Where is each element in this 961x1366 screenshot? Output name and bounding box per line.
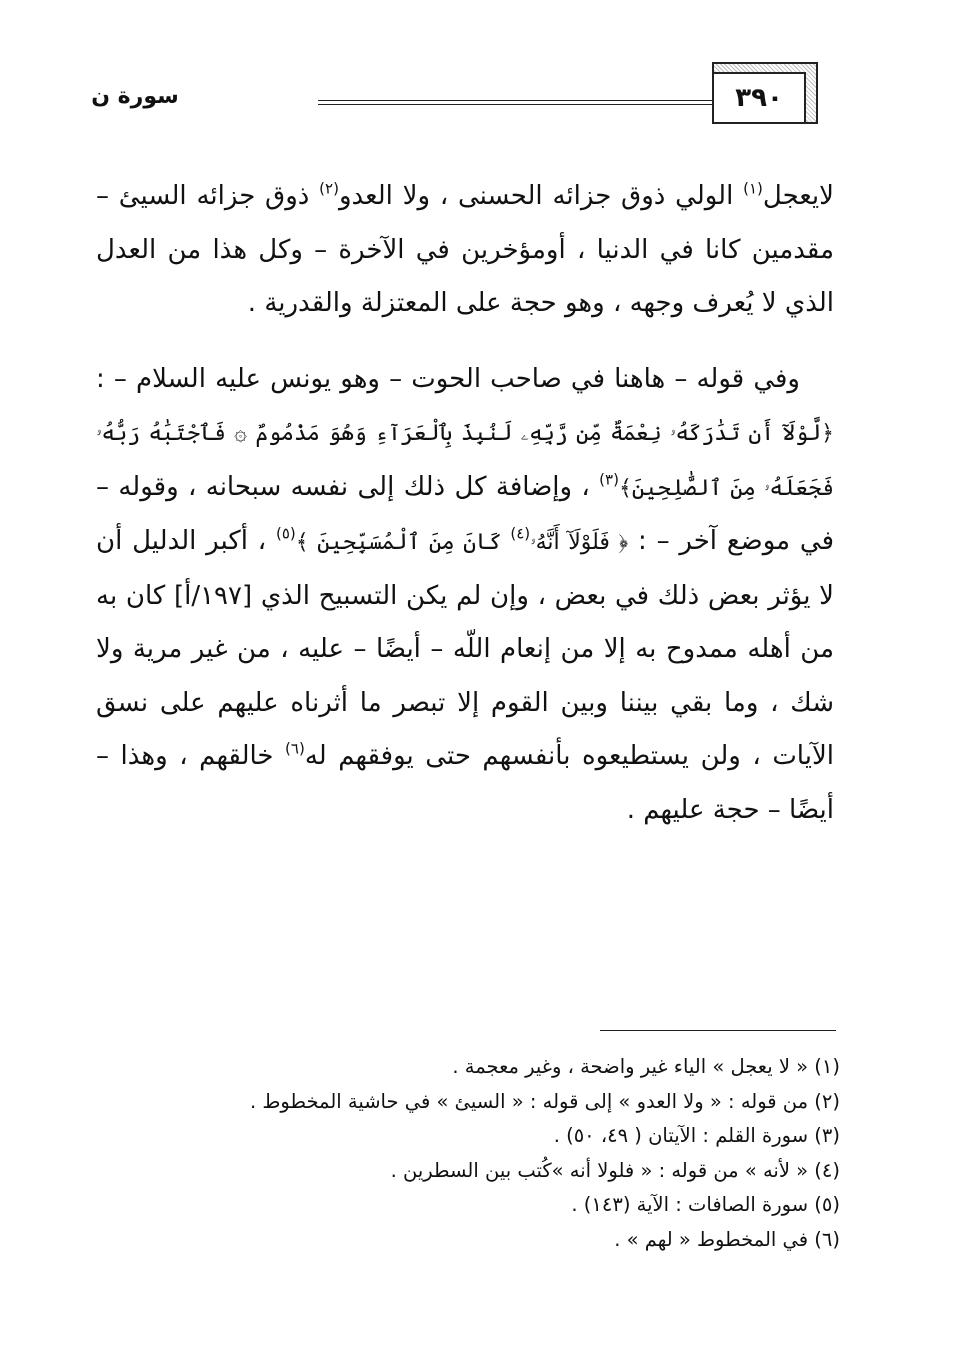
- main-text: [96, 170, 834, 837]
- paragraph-1: [96, 170, 834, 331]
- text-segment: الولي ذوق جزائه الحسنى ، ولا العدو: [338, 181, 744, 211]
- footnote-marker-4: (٤): [510, 524, 531, 543]
- footnote-marker-2: (٢): [319, 179, 339, 198]
- text-segment: ، وإضافة كل ذلك إلى نفسه سبحانه ، وقوله – في موضع آخر – :: [96, 471, 834, 556]
- page-number-frame: [712, 62, 818, 124]
- header-rule: [318, 100, 712, 101]
- text-segment: وفي قوله – هاهنا في صاحب الحوت – وهو يونس عليه السلام – :: [96, 363, 800, 394]
- footnote-1: (١) « لا يعجل » الياء غير واضحة ، وغير معجمة .: [452, 1055, 840, 1078]
- footnote-marker-5: (٥): [275, 524, 296, 543]
- footnote-marker-1: (١): [743, 179, 763, 198]
- footnote-marker-3: (٣): [599, 470, 619, 488]
- running-title: سورة ن: [91, 84, 179, 109]
- text-segment: ، أكبر الدليل أن لا يؤثر بعض ذلك في بعض ، وإن لم يكن التسبيح الذي [١٩٧/أ] كان به من أهله ممدوح به إلا من إنعام اللّه – أيضًا – عليه ، من غير مرية ولا شك ، وما بقي بيننا وبين القوم إلا تبصر ما أثرناه عليهم على نسق الآيات ، ولن يستطيعوه بأنفسهم حتى يوفقهم له: [96, 526, 835, 771]
- text-segment: لايعجل: [762, 181, 834, 211]
- quran-quote-2: ﴿ فَلَوْلَآ أَنَّهُۥ: [530, 530, 629, 555]
- paragraph-2: [96, 353, 834, 838]
- footnotes: [150, 1050, 840, 1257]
- header-rule-secondary: [318, 104, 712, 105]
- footnote-marker-6: (٦): [285, 739, 305, 758]
- quran-quote-1: ﴿لَّوْلَآ أَن تَدَٰرَكَهُۥ نِعْمَةٌ مِّن رَّبِّهِۦ لَنُبِذَ بِٱلْعَرَآءِ وَهُوَ مَذْمُومٌ ۞ فَٱجْتَبَٰهُ رَبُّهُۥ فَجَعَلَهُۥ مِنَ ٱلصَّٰلِحِينَ﴾: [96, 421, 834, 501]
- footnote-4: (٤) « لأنه » من قوله : « فلولا أنه »كُتب بين السطرين .: [390, 1158, 840, 1182]
- text-segment: خالقهم ، وهذا – أيضًا – حجة عليهم .: [96, 741, 834, 825]
- footnote-3: (٣) سورة القلم : الآيتان ( ٤٩، ٥٠) .: [553, 1124, 840, 1147]
- text-segment: ذوق جزائه السيئ – مقدمين كانا في الدنيا ، أومؤخرين في الآخرة – وكل هذا من العدل الذي لا يُعرف وجهه ، وهو حجة على المعتزلة والقدرية .: [96, 181, 834, 318]
- footnote-2: (٢) من قوله : « ولا العدو » إلى قوله : « السيئ » في حاشية المخطوط .: [249, 1089, 840, 1113]
- footnote-5: (٥) سورة الصافات : الآية (١٤٣) .: [571, 1193, 840, 1216]
- page-number: ٣٩٠: [714, 72, 806, 122]
- quran-quote-2-end: كَانَ مِنَ ٱلْمُسَبِّحِينَ ﴾: [295, 530, 511, 555]
- footnote-separator: [600, 1030, 836, 1031]
- footnote-6: (٦) في المخطوط « لهم » .: [614, 1227, 840, 1251]
